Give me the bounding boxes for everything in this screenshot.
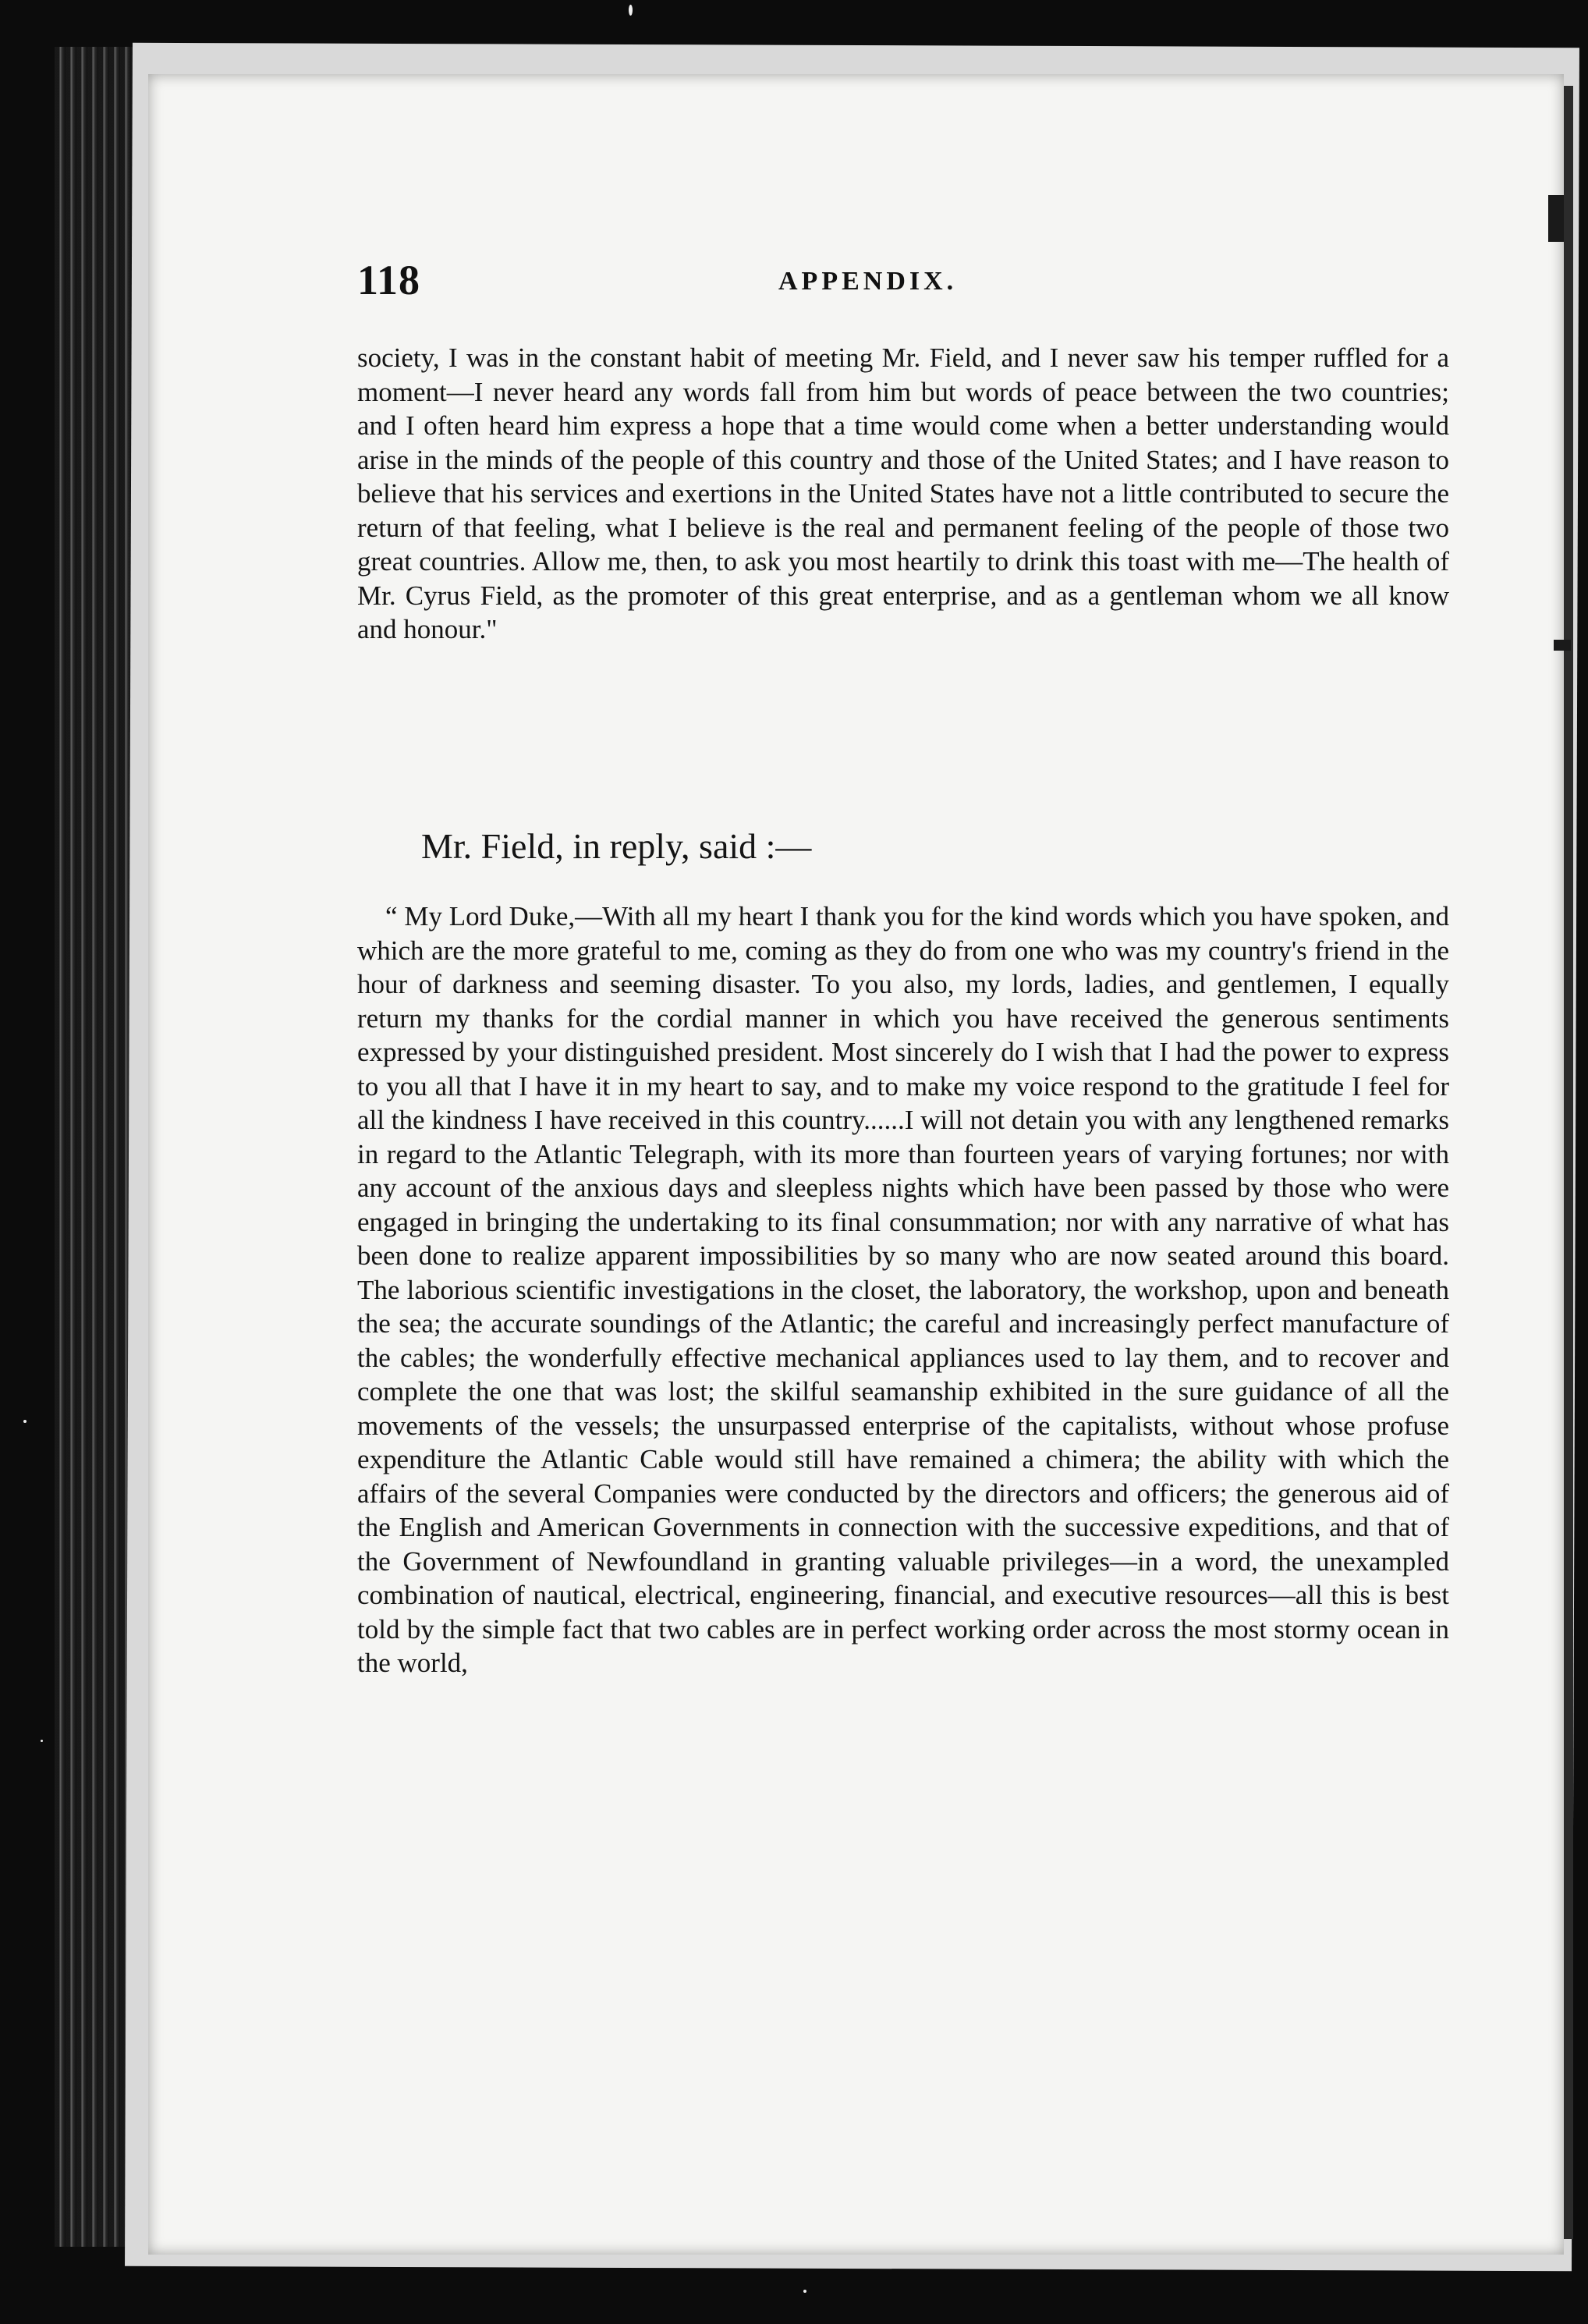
body-text-top — [357, 341, 1449, 647]
body-text-bottom — [357, 899, 1449, 1680]
section-subheading: Mr. Field, in reply, said :— — [421, 826, 812, 866]
paragraph: society, I was in the constant habit of meeting Mr. Field, and I never saw his temper ruffled for a moment—I never heard any words fall from him but words of peace between the two countries; and I often heard him express a hope that a time would come when a better understanding would arise in the minds of the people of this country and those of the United States; and I have reason to believe that his services and exertions in the United States have not a little contributed to secure the return of that feeling, what I believe is the real and permanent feeling of the people of those two great countries. Allow me, then, to ask you most heartily to drink this toast with me—The health of Mr. Cyrus Field, as the promoter of this great enterprise, and as a gentleman whom we all know and honour." — [357, 342, 1449, 644]
page-number: 118 — [357, 257, 421, 303]
scan-mark — [1548, 195, 1564, 242]
dust-speck — [803, 2290, 806, 2293]
dust-speck — [23, 1420, 27, 1423]
page-header — [357, 256, 1457, 310]
dust-speck — [629, 5, 633, 16]
paragraph: “ My Lord Duke,—With all my heart I thank you for the kind words which you have spoken, and which are the more grateful to me, coming as they do from one who was my country's friend in the hour of darkness and seeming disaster. To you also, my lords, ladies, and gentlemen, I equally return my thanks for the cordial manner in which you have received the generous sentiments expressed by your distinguished president. Most sincerely do I wish that I had the power to express to you all that I have it in my heart to say, and to make my voice respond to the gratitude I feel for all the kindness I have received in this country......I will not detain you with any lengthened remarks in regard to the Atlantic Telegraph, with its more than fourteen years of varying fortunes; nor with any account of the anxious days and sleepless nights which have been passed by those who were engaged in bringing the undertaking to its final consummation; nor with any narrative of what has been done to realize apparent impossibilities by so many who are now seated around this board. The laborious scientific investigations in the closet, the laboratory, the workshop, upon and beneath the sea; the accurate soundings of the Atlantic; the careful and increasingly perfect manufacture of the cables; the wonderfully effective mechanical appliances used to lay them, and to recover and complete the one that was lost; the skilful seamanship exhibited in the sure guidance of all the movements of the vessels; the unsurpassed enterprise of the capitalists, without whose profuse expenditure the Atlantic Cable would still have remained a chimera; the ability with which the affairs of the several Companies were conducted by the directors and officers; the generous aid of the English and American Governments in connection with the successive expeditions, and that of the Government of Newfoundland in granting valuable privileges—in a word, the unexampled combination of nautical, electrical, engineering, financial, and executive resources—all this is best told by the simple fact that two cables are in perfect working order across the most stormy ocean in the world, — [357, 901, 1449, 1678]
running-head: APPENDIX. — [778, 267, 958, 296]
dust-speck — [41, 1740, 43, 1742]
scan-mark — [1554, 640, 1571, 651]
page-right-shadow — [1564, 86, 1573, 2239]
